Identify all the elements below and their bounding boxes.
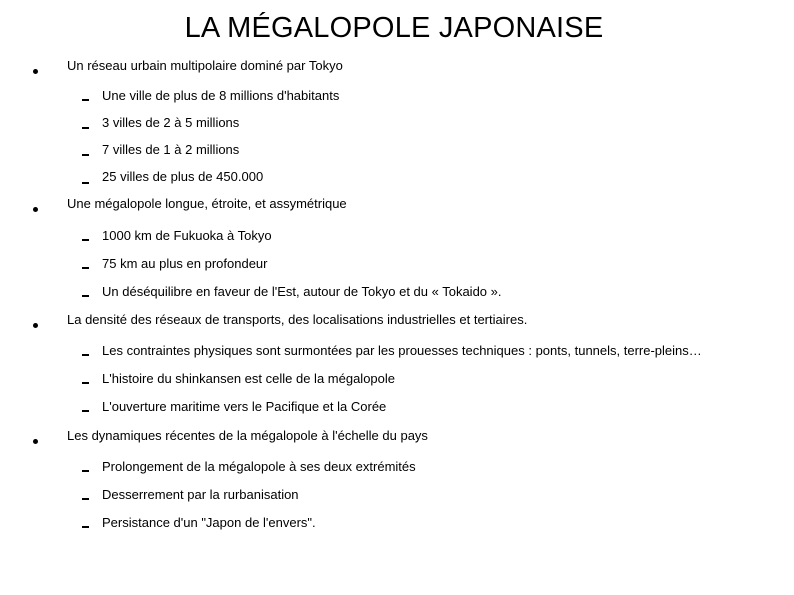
dash-icon: [82, 127, 89, 129]
section-heading: La densité des réseaux de transports, des localisations industrielles et tertiaires.: [67, 312, 528, 327]
section-heading: Un réseau urbain multipolaire dominé par Tokyo: [67, 58, 343, 73]
dash-icon: [82, 354, 89, 356]
dash-icon: [82, 154, 89, 156]
dash-icon: [82, 526, 89, 528]
list-item: 75 km au plus en profondeur: [102, 256, 268, 271]
list-item: 3 villes de 2 à 5 millions: [102, 115, 240, 130]
dash-icon: [82, 267, 89, 269]
slide-title: LA MÉGALOPOLE JAPONAISE: [184, 12, 604, 44]
bullet-icon: [33, 439, 38, 444]
bullet-icon: [33, 207, 38, 212]
dash-icon: [82, 239, 89, 241]
list-item: Les contraintes physiques sont surmontées par les prouesses techniques : ponts, tunnels, terre-pleins…: [102, 343, 702, 358]
dash-icon: [82, 295, 89, 297]
list-item: Persistance d'un "Japon de l'envers".: [102, 515, 316, 530]
section-heading: Les dynamiques récentes de la mégalopole à l'échelle du pays: [67, 428, 428, 443]
list-item: Un déséquilibre en faveur de l'Est, autour de Tokyo et du « Tokaido ».: [102, 284, 502, 299]
dash-icon: [82, 498, 89, 500]
list-item: Desserrement par la rurbanisation: [102, 487, 299, 502]
bullet-icon: [33, 69, 38, 74]
section-heading: Une mégalopole longue, étroite, et assymétrique: [67, 196, 347, 211]
bullet-icon: [33, 323, 38, 328]
list-item: Prolongement de la mégalopole à ses deux extrémités: [102, 459, 416, 474]
list-item: Une ville de plus de 8 millions d'habitants: [102, 88, 340, 103]
dash-icon: [82, 410, 89, 412]
dash-icon: [82, 382, 89, 384]
dash-icon: [82, 99, 89, 101]
list-item: 1000 km de Fukuoka à Tokyo: [102, 228, 272, 243]
list-item: 25 villes de plus de 450.000: [102, 169, 264, 184]
list-item: 7 villes de 1 à 2 millions: [102, 142, 240, 157]
dash-icon: [82, 182, 89, 184]
list-item: L'histoire du shinkansen est celle de la mégalopole: [102, 371, 396, 386]
list-item: L'ouverture maritime vers le Pacifique et la Corée: [102, 399, 387, 414]
dash-icon: [82, 470, 89, 472]
